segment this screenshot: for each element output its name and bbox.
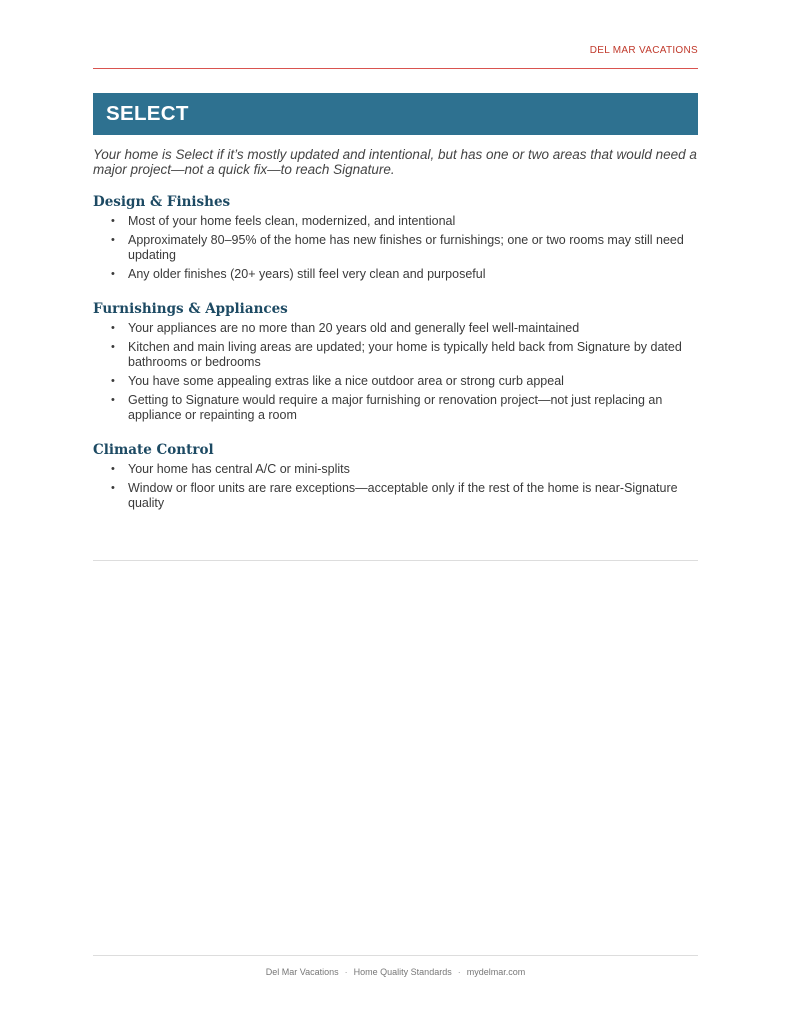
bullet-list [93, 462, 698, 511]
header-divider [93, 68, 698, 69]
bullet-icon: • [111, 375, 115, 387]
footer-company: Del Mar Vacations [265, 967, 339, 977]
bullet-list [93, 214, 698, 282]
bullet-icon: • [111, 322, 115, 334]
bullet-icon: • [111, 482, 115, 494]
tier-title: SELECT [106, 102, 189, 125]
section-heading: Climate Control [93, 442, 214, 458]
bullet-list [93, 321, 698, 423]
footer-separator: · [344, 967, 348, 977]
tier-banner [93, 93, 698, 135]
list-item: • Your home has central A/C or mini-splits [111, 462, 350, 476]
list-item: • Kitchen and main living areas are updated; your home is typically held back from Signature by dated bathrooms or bedrooms [111, 340, 682, 369]
list-item: • Any older finishes (20+ years) still feel very clean and purposeful [111, 267, 486, 281]
bullet-icon: • [111, 341, 115, 353]
footer-website-link[interactable]: mydelmar.com [466, 967, 526, 977]
intro-text: Your home is Select if it’s mostly updated and intentional, but has one or two areas that would need a major project—not a quick fix—to reach Signature. [93, 147, 697, 177]
list-item: • Your appliances are no more than 20 years old and generally feel well-maintained [111, 321, 580, 335]
list-item: • Approximately 80–95% of the home has new finishes or furnishings; one or two rooms may still need updating [111, 233, 684, 262]
list-item: • Most of your home feels clean, modernized, and intentional [111, 214, 456, 228]
bullet-icon: • [111, 215, 115, 227]
header-brand: DEL MAR VACATIONS [589, 45, 698, 56]
bullet-icon: • [111, 463, 115, 475]
section-heading: Furnishings & Appliances [93, 301, 288, 317]
section-design-finishes [93, 194, 698, 286]
footer-doc-title: Home Quality Standards [353, 967, 452, 977]
bullet-icon: • [111, 234, 115, 246]
section-furnishings-appliances [93, 301, 698, 427]
content-end-divider [93, 560, 698, 561]
section-climate-control [93, 442, 698, 515]
list-item: • Getting to Signature would require a major furnishing or renovation project—not just replacing an appliance or repainting a room [111, 393, 663, 422]
section-heading: Design & Finishes [93, 194, 231, 210]
list-item: • You have some appealing extras like a nice outdoor area or strong curb appeal [111, 374, 564, 388]
list-item: • Window or floor units are rare exceptions—acceptable only if the rest of the home is near-Signature quality [111, 481, 678, 510]
footer-divider [93, 955, 698, 956]
footer [93, 967, 698, 977]
bullet-icon: • [111, 268, 115, 280]
bullet-icon: • [111, 394, 115, 406]
footer-separator: · [457, 967, 461, 977]
